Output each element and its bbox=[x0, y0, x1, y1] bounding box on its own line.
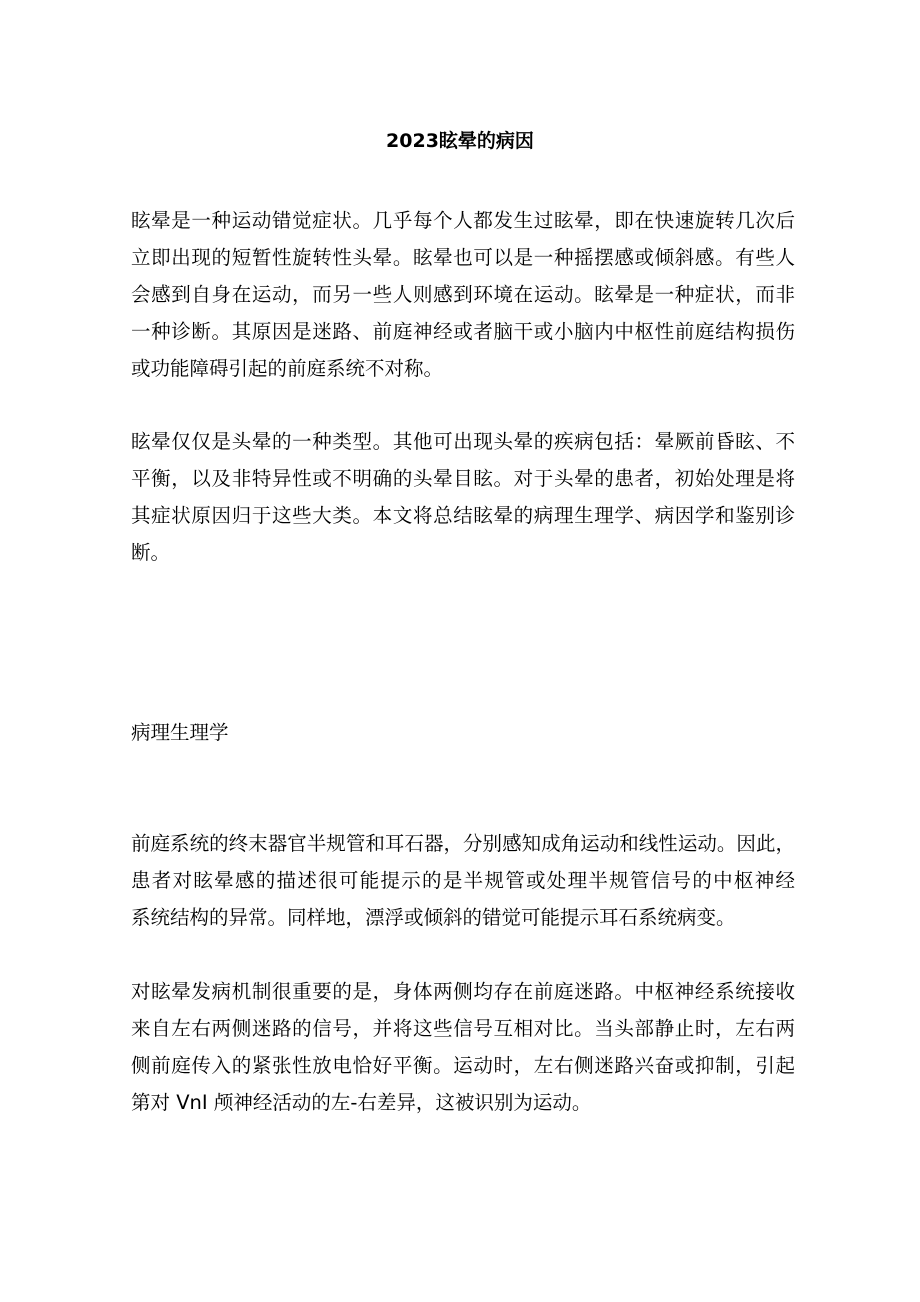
paragraph-pathophysiology-1 bbox=[131, 825, 795, 936]
paragraph-line: 其症状原因归于这些大类。本文将总结眩晕的病理生理学、病因学和鉴别诊 bbox=[131, 504, 795, 527]
paragraph-line: 系统结构的异常。同样地，漂浮或倾斜的错觉可能提示耳石系统病变。 bbox=[131, 906, 736, 929]
paragraph-intro-2 bbox=[131, 423, 795, 571]
paragraph-line: 患者对眩晕感的描述很可能提示的是半规管或处理半规管信号的中枢神经 bbox=[131, 869, 795, 892]
paragraph-line: 前庭系统的终末器官半规管和耳石器，分别感知成角运动和线性运动。因此， bbox=[131, 832, 795, 855]
paragraph-line: 来自左右两侧迷路的信号，并将这些信号互相对比。当头部静止时，左右两 bbox=[131, 1017, 795, 1040]
paragraph-line: 眩晕是一种运动错觉症状。几乎每个人都发生过眩晕，即在快速旋转几次后 bbox=[131, 209, 795, 232]
paragraph-intro-1 bbox=[131, 202, 795, 387]
paragraph-pathophysiology-2 bbox=[131, 973, 795, 1121]
paragraph-line: 立即出现的短暂性旋转性头晕。眩晕也可以是一种摇摆感或倾斜感。有些人 bbox=[131, 246, 795, 269]
paragraph-line: 平衡，以及非特异性或不明确的头晕目眩。对于头晕的患者，初始处理是将 bbox=[131, 467, 795, 490]
paragraph-line: 第对 VnI 颅神经活动的左-右差异，这被识别为运动。 bbox=[131, 1091, 592, 1114]
document-title: 2023眩晕的病因 bbox=[386, 130, 534, 152]
section-heading: 病理生理学 bbox=[131, 721, 229, 744]
paragraph-line: 断。 bbox=[131, 541, 171, 564]
paragraph-line: 眩晕仅仅是头晕的一种类型。其他可出现头晕的疾病包括：晕厥前昏眩、不 bbox=[131, 430, 795, 453]
paragraph-line: 或功能障碍引起的前庭系统不对称。 bbox=[131, 357, 444, 380]
paragraph-line: 一种诊断。其原因是迷路、前庭神经或者脑干或小脑内中枢性前庭结构损伤 bbox=[131, 320, 795, 343]
paragraph-line: 侧前庭传入的紧张性放电恰好平衡。运动时，左右侧迷路兴奋或抑制，引起 bbox=[131, 1054, 795, 1077]
paragraph-line: 会感到自身在运动，而另一些人则感到环境在运动。眩晕是一种症状，而非 bbox=[131, 283, 795, 306]
paragraph-line: 对眩晕发病机制很重要的是，身体两侧均存在前庭迷路。中枢神经系统接收 bbox=[131, 980, 795, 1003]
